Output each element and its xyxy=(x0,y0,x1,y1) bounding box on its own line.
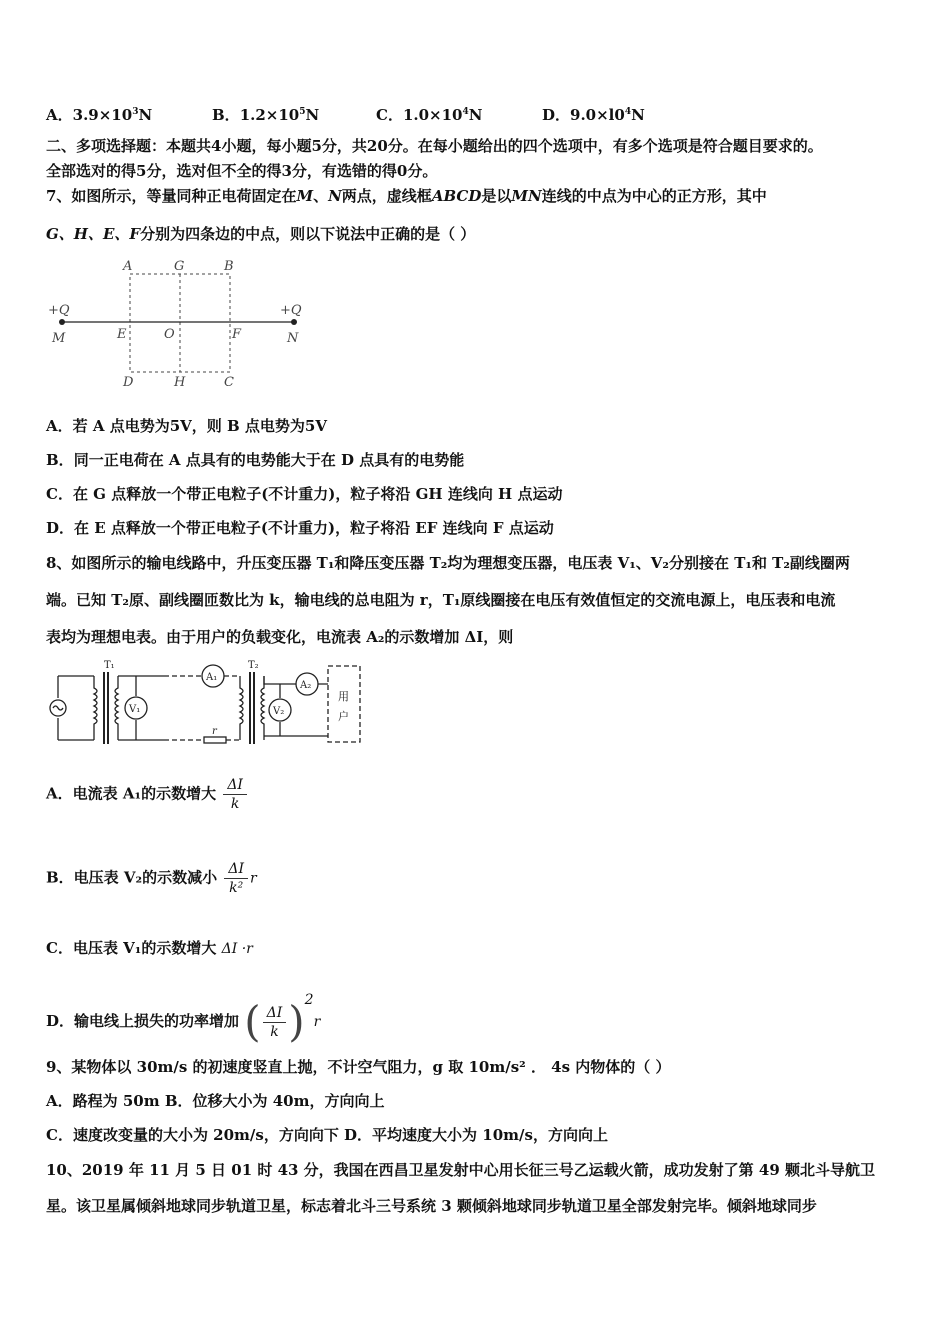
resistance-symbol: r xyxy=(313,1014,321,1030)
option-exp: 4 xyxy=(624,107,632,117)
q7-stem-var: MN xyxy=(511,187,542,205)
q7-stem-text: 两点，虚线框 xyxy=(341,187,432,205)
option-unit: N xyxy=(631,106,645,124)
q7-stem-text: 分别为四条边的中点，则以下说法中正确的是（ ） xyxy=(140,225,476,243)
option-text: A．电流表 A₁的示数增大 xyxy=(46,784,217,803)
fraction-di-over-k-squared xyxy=(263,1004,287,1041)
q7-option-c xyxy=(46,484,562,504)
label-user-1: 用 xyxy=(338,690,349,703)
option-value: 3.9×10 xyxy=(72,106,133,124)
q6-option-c xyxy=(376,102,482,125)
q8-stem-line2: 端。已知 T₂原、副线圈匝数比为 k，输电线的总电阻为 r，T₁原线圈接在电压有效值恒定的交流电源上，电压表和电流 xyxy=(46,591,836,609)
fraction-di-over-k2 xyxy=(224,860,248,897)
option-letter: A． xyxy=(46,106,73,124)
q10-line2: 星。该卫星属倾斜地球同步轨道卫星，标志着北斗三号系统 3 颗倾斜地球同步轨道卫星全部发射完毕。倾斜地球同步 xyxy=(46,1197,817,1215)
option-value: 1.0×10 xyxy=(402,106,463,124)
fraction-denominator: k² xyxy=(229,880,244,896)
option-c-expression: ΔI ·r xyxy=(221,941,253,957)
q7-stem-line1 xyxy=(46,186,767,206)
q7-stem-var: ABCD xyxy=(431,187,482,205)
q8-option-c xyxy=(46,938,253,959)
t1-primary-coil xyxy=(94,676,97,740)
label-t1: T₁ xyxy=(104,660,115,671)
option-text: 在 E 点释放一个带正电粒子(不计重力)，粒子将沿 EF 连线向 F 点运动 xyxy=(74,519,554,537)
option-unit: N xyxy=(468,106,483,124)
q7-stem-var: N xyxy=(328,187,342,205)
option-letter: C． xyxy=(46,485,73,503)
q7-stem-text: 7、如图所示，等量同种正电荷固定在 xyxy=(46,187,297,205)
charge-m-dot xyxy=(59,319,65,325)
label-user-2: 户 xyxy=(338,710,349,723)
q7-square-figure xyxy=(40,252,320,392)
fraction-di-over-k xyxy=(223,776,247,813)
square-exponent: 2 xyxy=(304,992,314,1008)
q8-stem-line1: 8、如图所示的输电线路中，升压变压器 T₁和降压变压器 T₂均为理想变压器，电压表 V₁、V₂分别接在 T₁和 T₂副线圈两 xyxy=(46,554,850,572)
q7-option-d xyxy=(46,518,554,538)
option-text: B．电压表 V₂的示数减小 xyxy=(46,868,218,887)
option-unit: N xyxy=(138,106,153,124)
q10-line1: 10、2019 年 11 月 5 日 01 时 43 分，我国在西昌卫星发射中心用长征三号乙运载火箭，成功发射了第 49 颗北斗导航卫 xyxy=(46,1161,876,1179)
option-text: C．电压表 V₁的示数增大 xyxy=(46,939,217,957)
option-letter: C． xyxy=(376,106,403,124)
fraction-denominator: k xyxy=(270,1023,279,1040)
section2-line2: 全部选对的得5分，选对但不全的得3分，有选错的得0分。 xyxy=(46,162,438,180)
fraction-numerator: ΔI xyxy=(227,777,243,793)
label-charge-m: +Q xyxy=(48,303,70,318)
option-letter: B． xyxy=(46,451,74,469)
label-c: C xyxy=(224,375,234,390)
t2-primary-coil xyxy=(240,676,243,740)
q8-option-b xyxy=(46,860,257,897)
right-paren: ) xyxy=(288,997,305,1046)
label-n: N xyxy=(287,331,299,346)
q6-option-b xyxy=(212,102,319,125)
option-exp: 4 xyxy=(462,107,469,117)
line-resistor-r xyxy=(204,737,226,743)
label-g: G xyxy=(174,259,185,274)
label-h: H xyxy=(174,375,186,390)
option-text: D．输电线上损失的功率增加 xyxy=(46,1012,240,1030)
q7-option-a xyxy=(46,416,327,436)
label-a: A xyxy=(123,259,133,274)
option-letter: A． xyxy=(46,417,73,435)
option-unit: N xyxy=(305,106,320,124)
option-text: 若 A 点电势为5V，则 B 点电势为5V xyxy=(72,417,327,435)
fraction-numerator: ΔI xyxy=(228,861,244,877)
user-load-box xyxy=(328,666,360,742)
q8-stem-line3: 表均为理想电表。由于用户的负载变化，电流表 A₂的示数增加 ΔI，则 xyxy=(46,628,514,646)
label-r: r xyxy=(212,726,217,737)
option-letter: D． xyxy=(542,106,571,124)
q9-options-ab: A．路程为 50m B．位移大小为 40m，方向向上 xyxy=(46,1092,385,1110)
q8-circuit-figure xyxy=(44,658,374,750)
label-e: E xyxy=(117,327,127,342)
option-exp: 3 xyxy=(132,107,139,117)
q8-option-a xyxy=(46,776,249,813)
option-text: 同一正电荷在 A 点具有的电势能大于在 D 点具有的电势能 xyxy=(73,451,465,469)
label-b: B xyxy=(224,259,234,274)
q7-stem-var: G、H、E、F xyxy=(46,225,141,243)
q7-option-b xyxy=(46,450,464,470)
option-letter: B． xyxy=(212,106,240,124)
q7-stem-text: 连线的中点为中心的正方形，其中 xyxy=(541,187,767,205)
label-v2: V₂ xyxy=(273,706,285,717)
q7-stem-text: 是以 xyxy=(481,187,512,205)
left-paren: ( xyxy=(244,997,261,1046)
label-charge-n: +Q xyxy=(280,303,302,318)
charge-n-dot xyxy=(291,319,297,325)
option-text: 在 G 点释放一个带正电粒子(不计重力)，粒子将沿 GH 连线向 H 点运动 xyxy=(72,485,563,503)
q9-stem: 9、某物体以 30m/s 的初速度竖直上抛，不计空气阻力，g 取 10m/s² ． 4s 内物体的（ ） xyxy=(46,1058,671,1076)
q9-options-cd: C．速度改变量的大小为 20m/s，方向向下 D．平均速度大小为 10m/s，方向向上 xyxy=(46,1126,608,1144)
q7-stem-line2 xyxy=(46,224,475,244)
q8-option-d xyxy=(46,990,321,1046)
option-exp: 5 xyxy=(299,107,306,117)
label-d: D xyxy=(123,375,134,390)
option-value: 1.2×10 xyxy=(239,106,300,124)
fraction-numerator: ΔI xyxy=(266,1004,283,1021)
label-a1: A₁ xyxy=(206,672,218,683)
option-letter: D． xyxy=(46,519,75,537)
ac-source-wave xyxy=(53,706,63,710)
option-value: 9.0×l0 xyxy=(570,106,625,124)
label-t2: T₂ xyxy=(248,660,259,671)
label-v1: V₁ xyxy=(129,704,141,715)
label-a2: A₂ xyxy=(300,680,312,691)
q7-stem-text: 、 xyxy=(313,187,329,205)
section2-line1: 二、多项选择题：本题共4小题，每小题5分，共20分。在每小题给出的四个选项中，有多个选项是符合题目要求的。 xyxy=(46,137,823,155)
fraction-denominator: k xyxy=(230,796,240,812)
label-o: O xyxy=(164,327,175,342)
t2-secondary-coil xyxy=(261,676,264,740)
q6-option-a xyxy=(46,102,152,125)
t1-secondary-coil xyxy=(115,676,118,740)
q7-stem-var: M xyxy=(296,187,314,205)
label-m: M xyxy=(52,331,66,346)
label-f: F xyxy=(232,327,242,342)
resistance-symbol: r xyxy=(249,870,257,887)
q6-option-d xyxy=(542,102,645,125)
source-loop-wire xyxy=(58,676,94,740)
